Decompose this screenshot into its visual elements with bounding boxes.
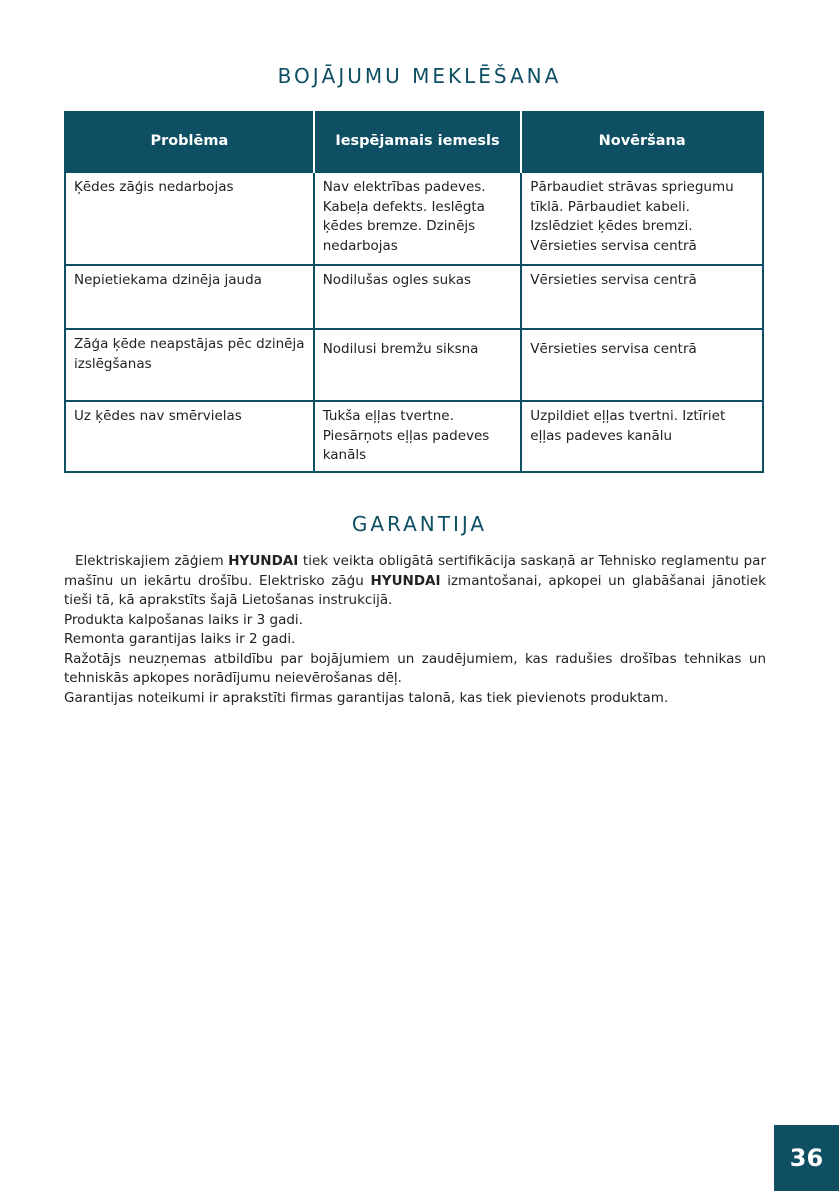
cell-remedy: Uzpildiet eļļas tvertni. Iztīriet eļļas padeves kanālu [521,401,763,472]
cell-remedy: Pārbaudiet strāvas spriegumu tīklā. Pārbaudiet kabeli. Izslēdziet ķēdes bremzi. Vērsieties servisa centrā [521,172,763,265]
brand-name: HYUNDAI [370,572,441,589]
header-problem: Problēma [65,111,314,172]
liability-text: Ražotājs neuzņemas atbildību par bojājumiem un zaudējumiem, kas radušies drošības tehnikas un tehniskās apkopes norādījumu neievērošanas dēļ. [64,650,766,686]
cell-problem: Zāģa ķēde neapstājas pēc dzinēja izslēgšanas [65,329,314,401]
table-row [65,265,763,329]
warranty-text [64,552,766,708]
cell-cause: Nodilusi bremžu siksna [314,329,522,401]
table-row [65,329,763,401]
cell-cause: Tukša eļļas tvertne. Piesārņots eļļas padeves kanāls [314,401,522,472]
warranty-period-text: Remonta garantijas laiks ir 2 gadi. [64,631,296,647]
cell-problem: Uz ķēdes nav smērvielas [65,401,314,472]
warranty-title: GARANTIJA [351,512,488,536]
page-number: 36 [774,1125,839,1191]
cell-remedy: Vērsieties servisa centrā [521,265,763,329]
header-cause: Iespējamais iemesls [314,111,522,172]
warranty-paragraph [64,552,766,611]
table-row [65,401,763,472]
service-life-text: Produkta kalpošanas laiks ir 3 gadi. [64,611,303,628]
text-run: izmantošanai, apkopei un glabāšanai jānotiek tieši tā, kā aprakstīts šajā Lietošanas instrukcijā. [64,572,766,608]
cell-cause: Nav elektrības padeves. Kabeļa defekts. Ieslēgta ķēdes bremze. Dzinējs nedarbojas [314,172,522,265]
cell-cause: Nodilušas ogles sukas [314,265,522,329]
header-remedy: Novēršana [521,111,763,172]
cell-problem: Ķēdes zāģis nedarbojas [65,172,314,265]
table-header-row [65,111,763,172]
text-run: Elektriskajiem zāģiem [75,553,229,569]
troubleshooting-table [64,111,764,473]
cell-problem: Nepietiekama dzinēja jauda [65,265,314,329]
troubleshooting-title: BOJĀJUMU MEKLĒŠANA [277,64,562,88]
brand-name: HYUNDAI [228,553,299,569]
cell-remedy: Vērsieties servisa centrā [521,329,763,401]
table-row [65,172,763,265]
warranty-terms-text: Garantijas noteikumi ir aprakstīti firmas garantijas talonā, kas tiek pievienots produktam. [64,689,669,706]
text-run: tiek veikta obligātā sertifikācija saskaņā ar Tehnisko reglamentu par mašīnu un iekārtu drošību. Elektrisko zāģu [64,553,767,589]
